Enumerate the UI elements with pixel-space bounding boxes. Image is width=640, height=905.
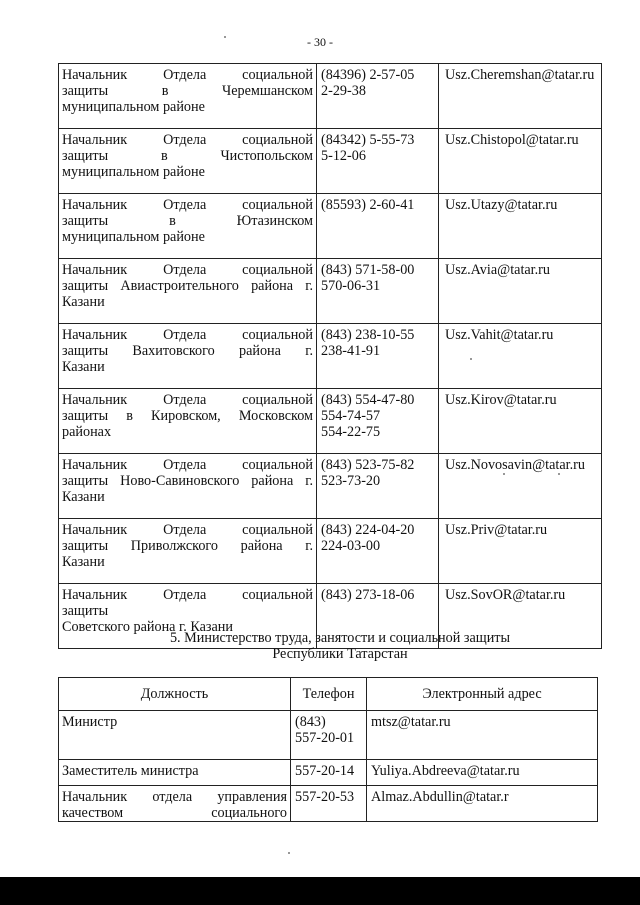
table-row: [59, 786, 598, 822]
position-line: защиты в Кировском, Московском: [62, 408, 313, 424]
header-row: [59, 678, 598, 711]
phone-number: 570-06-31: [321, 278, 381, 294]
phone-cell: [317, 324, 439, 389]
phone-number: (84396) 2-57-05: [321, 67, 415, 83]
table-row: [59, 760, 598, 786]
position-cell: [59, 454, 317, 519]
position-cell: [59, 64, 317, 129]
email-cell: [439, 519, 602, 584]
phone-number: 238-41-91: [321, 343, 381, 359]
position-line: Казани: [62, 359, 105, 375]
position-line: Казани: [62, 294, 105, 310]
phone-cell: [317, 64, 439, 129]
email-address: mtsz@tatar.ru: [371, 714, 451, 730]
phone-number: (843) 554-47-80: [321, 392, 415, 408]
position-line: Казани: [62, 554, 105, 570]
email-address: Usz.Chistopol@tatar.ru: [445, 132, 579, 148]
position-cell: [59, 519, 317, 584]
phone-cell: [317, 454, 439, 519]
phone-cell: [317, 194, 439, 259]
phone-number: 523-73-20: [321, 473, 381, 489]
phone-number: (843) 224-04-20: [321, 522, 415, 538]
phone-cell: [317, 259, 439, 324]
email-address: Usz.Utazy@tatar.ru: [445, 197, 558, 213]
position-line: защиты Приволжского района г.: [62, 538, 313, 554]
email-address: Usz.Novosavin@tatar.ru: [445, 457, 585, 473]
position-line: защиты Вахитовского района г.: [62, 343, 313, 359]
email-address: Usz.SovOR@tatar.ru: [445, 587, 566, 603]
phone-number: (843) 238-10-55: [321, 327, 415, 343]
email-address: Usz.Vahit@tatar.ru: [445, 327, 554, 343]
position-cell: [59, 324, 317, 389]
position-line: районах: [62, 424, 112, 440]
table-row: [59, 324, 602, 389]
email-cell: [367, 711, 598, 760]
position-line: муниципальном районе: [62, 229, 205, 245]
scan-speck: [503, 473, 505, 475]
position-line: Начальник Отдела социальной: [62, 67, 313, 83]
position-line: Министр: [62, 714, 118, 730]
phone-number: 557-20-53: [295, 789, 355, 805]
phone-number: (843) 523-75-82: [321, 457, 415, 473]
header-phone: Телефон: [291, 678, 367, 711]
email-cell: [367, 760, 598, 786]
position-cell: [59, 711, 291, 760]
phone-number: 2-29-38: [321, 83, 366, 99]
position-line: Казани: [62, 489, 105, 505]
page-number: - 30 -: [307, 35, 333, 49]
scan-border: [0, 877, 640, 905]
phone-number: (843): [295, 714, 326, 730]
position-cell: [59, 194, 317, 259]
position-line: Начальник Отдела социальной: [62, 457, 313, 473]
position-line: Начальник Отдела социальной: [62, 522, 313, 538]
regional-offices-table: [58, 63, 602, 649]
phone-number: 557-20-01: [295, 730, 355, 746]
table-row: [59, 711, 598, 760]
section-title: [0, 630, 640, 662]
position-line: Начальник Отдела социальной: [62, 392, 313, 408]
table-row: [59, 454, 602, 519]
section-title-line-1: 5. Министерство труда, занятости и социальной защиты: [169, 630, 511, 646]
phone-number: (843) 571-58-00: [321, 262, 415, 278]
email-address: Usz.Avia@tatar.ru: [445, 262, 550, 278]
phone-cell: [291, 760, 367, 786]
position-line: защиты: [62, 603, 109, 619]
position-line: защиты в Чистопольском: [62, 148, 313, 164]
email-address: Yuliya.Abdreeva@tatar.ru: [371, 763, 520, 779]
phone-number: (84342) 5-55-73: [321, 132, 415, 148]
phone-number: 5-12-06: [321, 148, 366, 164]
email-address: Usz.Cheremshan@tatar.ru: [445, 67, 595, 83]
email-cell: [439, 64, 602, 129]
header-position: Должность: [59, 678, 291, 711]
header-email: Электронный адрес: [367, 678, 598, 711]
position-line: Начальник Отдела социальной: [62, 327, 313, 343]
email-cell: [439, 194, 602, 259]
phone-number: (85593) 2-60-41: [321, 197, 415, 213]
position-line: качеством социального: [62, 805, 287, 821]
scan-speck: [558, 473, 560, 475]
phone-cell: [291, 711, 367, 760]
position-line: Начальник Отдела социальной: [62, 197, 313, 213]
email-cell: [439, 454, 602, 519]
email-address: Usz.Priv@tatar.ru: [445, 522, 548, 538]
table-row: [59, 64, 602, 129]
phone-cell: [317, 129, 439, 194]
email-address: Almaz.Abdullin@tatar.r: [371, 789, 509, 805]
position-line: Начальник отдела управления: [62, 789, 287, 805]
phone-cell: [317, 389, 439, 454]
position-line: защиты в Черемшанском: [62, 83, 313, 99]
email-address: Usz.Kirov@tatar.ru: [445, 392, 557, 408]
table-row: [59, 259, 602, 324]
position-line: защиты Авиастроительного района г.: [62, 278, 313, 294]
email-cell: [439, 129, 602, 194]
email-cell: [439, 259, 602, 324]
position-line: муниципальном районе: [62, 99, 205, 115]
phone-number: (843) 273-18-06: [321, 587, 415, 603]
position-line: Начальник Отдела социальной: [62, 132, 313, 148]
position-cell: [59, 760, 291, 786]
position-line: защиты Ново-Савиновского района г.: [62, 473, 313, 489]
email-cell: [439, 389, 602, 454]
position-line: защиты в Ютазинском: [62, 213, 313, 229]
position-line: Начальник Отдела социальной: [62, 262, 313, 278]
phone-number: 557-20-14: [295, 763, 355, 779]
phone-cell: [291, 786, 367, 822]
phone-number: 224-03-00: [321, 538, 381, 554]
section-title-line-2: Республики Татарстан: [272, 646, 408, 662]
email-cell: [439, 324, 602, 389]
scan-speck: [288, 852, 290, 854]
phone-number: 554-74-57: [321, 408, 381, 424]
phone-number: 554-22-75: [321, 424, 381, 440]
email-cell: [367, 786, 598, 822]
phone-cell: [317, 519, 439, 584]
ministry-contacts-table: [58, 677, 598, 822]
table-row: [59, 519, 602, 584]
scan-speck: [470, 358, 472, 360]
table-row: [59, 194, 602, 259]
position-cell: [59, 259, 317, 324]
table-row: [59, 389, 602, 454]
table-row: [59, 129, 602, 194]
position-line: Заместитель министра: [62, 763, 199, 779]
position-line: Начальник Отдела социальной: [62, 587, 313, 603]
position-cell: [59, 389, 317, 454]
position-cell: [59, 786, 291, 822]
position-line: Советского района г. Казани: [62, 619, 233, 635]
position-line: муниципальном районе: [62, 164, 205, 180]
position-cell: [59, 129, 317, 194]
scan-speck: [224, 36, 226, 38]
